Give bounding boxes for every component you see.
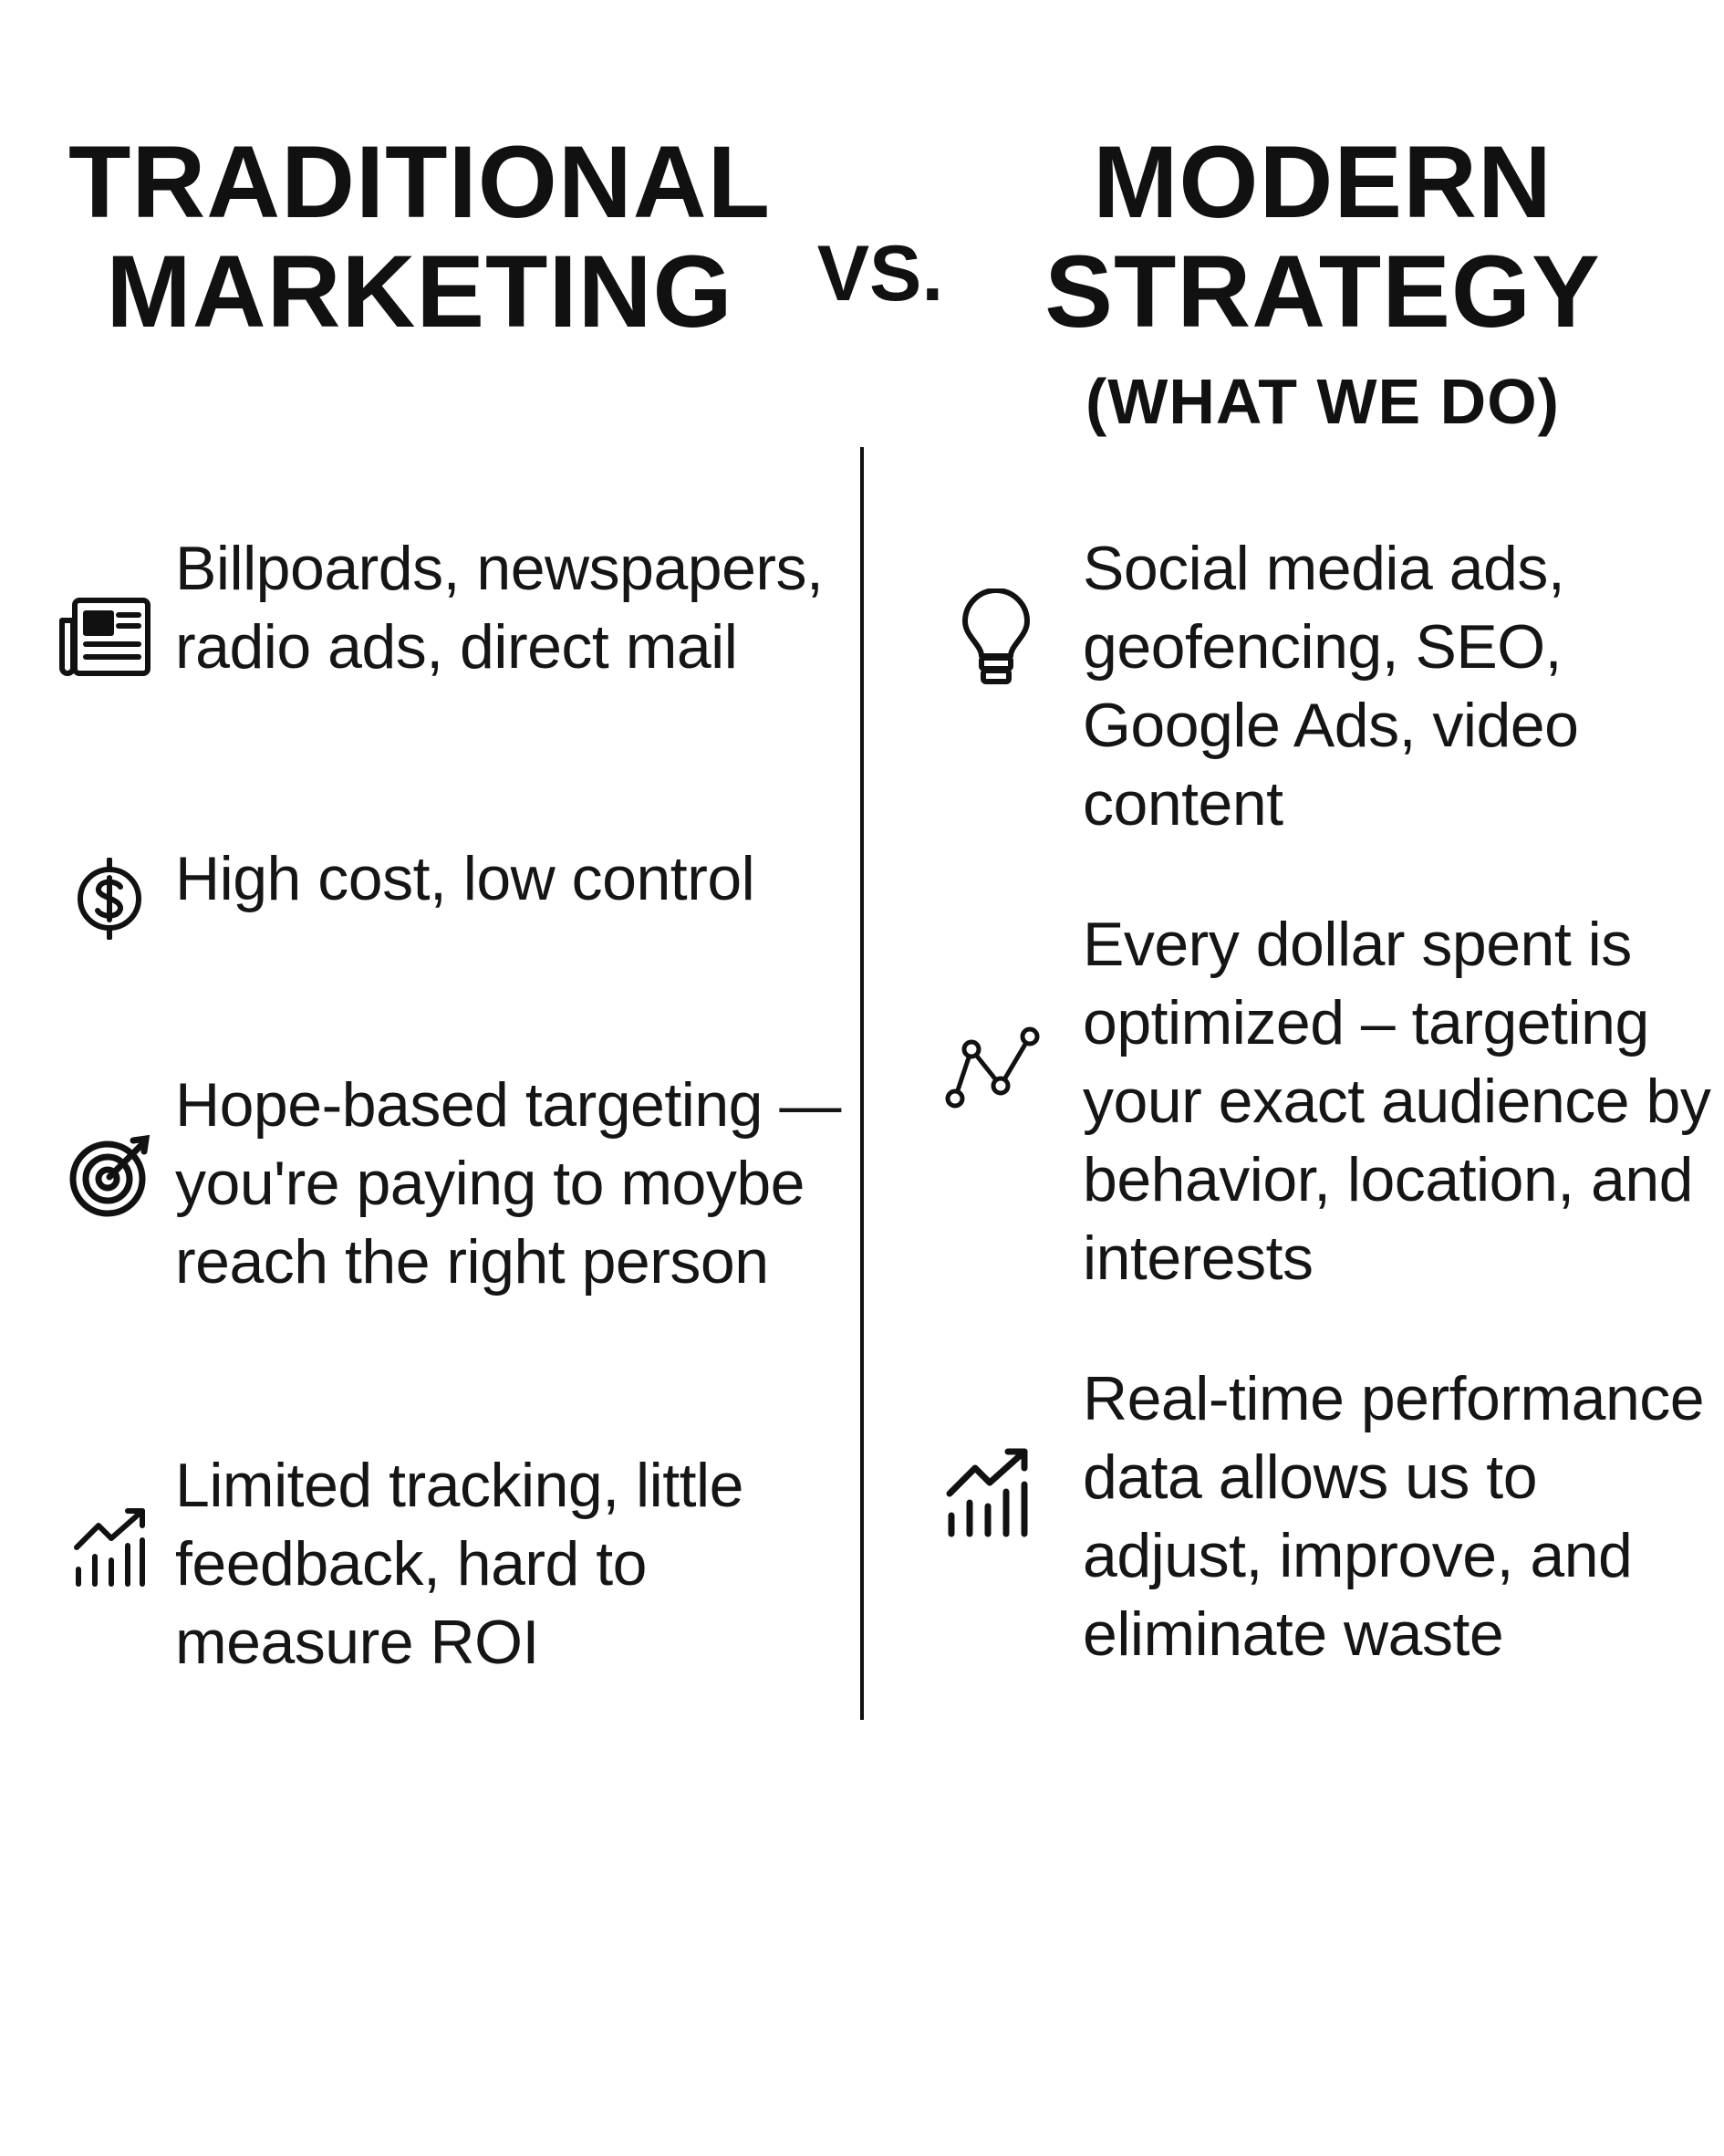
column-divider xyxy=(860,447,864,1720)
right-item-text: Every dollar spent is optimized – targeting your exact audience by behavior, location, and interests xyxy=(1083,910,1711,1293)
right-heading-line-1: MODERN xyxy=(1093,125,1553,239)
target-icon xyxy=(68,1131,155,1219)
right-item-text: Social media ads, geofencing, SEO, Google Ads, video content xyxy=(1083,534,1579,838)
left-item-text: Hope-based targeting — you're paying to moybe reach the right person xyxy=(175,1070,841,1297)
left-item-text: High cost, low control xyxy=(175,844,755,913)
newspaper-icon xyxy=(55,593,153,681)
bar-chart-trend-icon xyxy=(71,1505,150,1588)
dollar-coin-icon xyxy=(71,858,148,940)
bar-chart-trend-icon xyxy=(944,1446,1032,1537)
left-item-text: Billpoards, newspapers, radio ads, direct mail xyxy=(175,534,824,682)
left-heading-line-2: MARKETING xyxy=(106,234,733,349)
right-item-text: Real-time performance data allows us to adjust, improve, and eliminate waste xyxy=(1083,1364,1705,1669)
vs-label: VS. xyxy=(816,230,944,318)
line-graph-icon xyxy=(944,1022,1044,1113)
traditional-marketing-heading xyxy=(55,125,784,349)
left-item-text: Limited tracking, little feedback, hard to measure ROI xyxy=(175,1451,743,1677)
modern-strategy-heading xyxy=(1003,125,1642,438)
right-heading-line-2: STRATEGY xyxy=(1044,234,1601,349)
left-heading-line-1: TRADITIONAL xyxy=(68,125,771,239)
right-heading-subtitle: (WHAT WE DO) xyxy=(1085,366,1560,437)
lightbulb-icon xyxy=(958,588,1034,689)
